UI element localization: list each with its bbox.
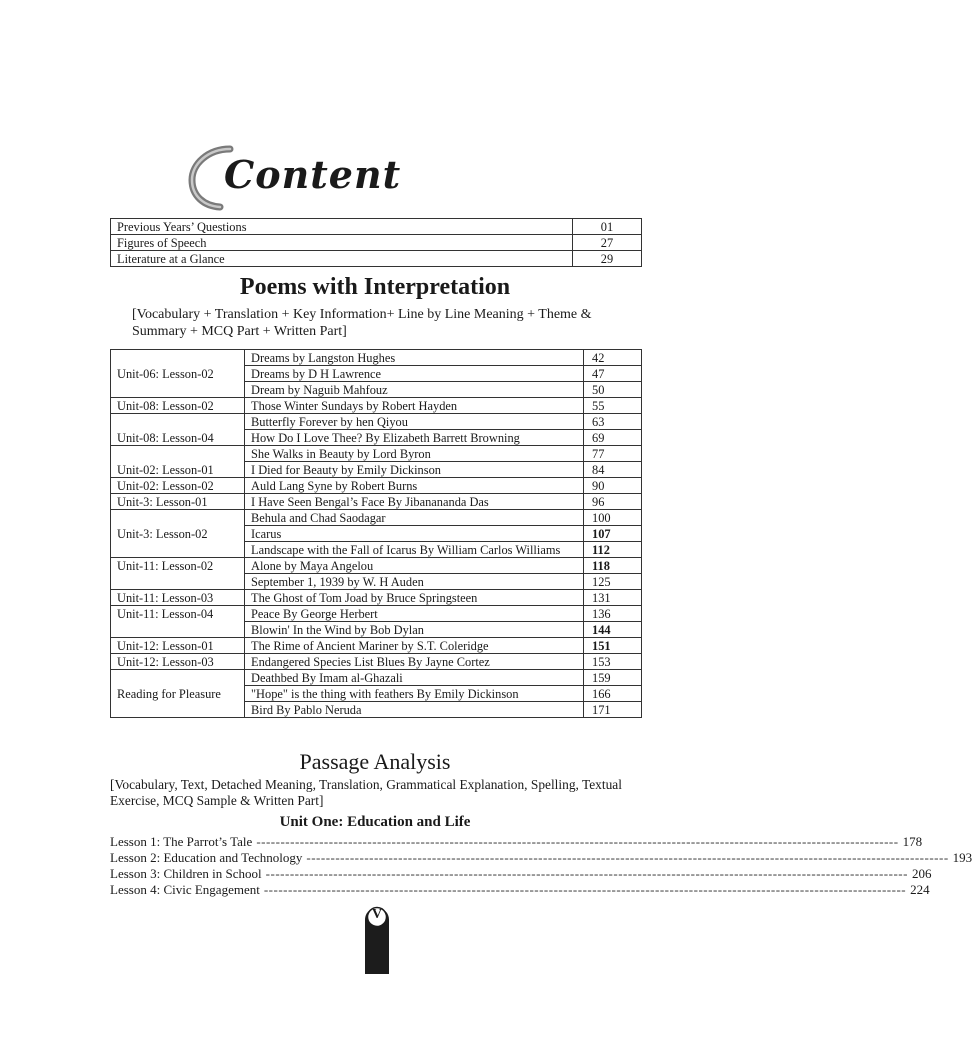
content-heading bbox=[186, 146, 406, 210]
poem-page: 90 bbox=[584, 478, 642, 494]
table-row bbox=[111, 590, 642, 606]
unit-cell: Unit-08: Lesson-02 bbox=[111, 398, 245, 414]
table-row bbox=[111, 251, 642, 267]
poem-title: Blowin' In the Wind by Bob Dylan bbox=[245, 622, 584, 638]
table-row bbox=[111, 219, 642, 235]
unit-cell: Unit-11: Lesson-04 bbox=[111, 606, 245, 638]
lesson-page: 178 bbox=[902, 834, 923, 849]
poem-title: I Died for Beauty by Emily Dickinson bbox=[245, 462, 584, 478]
poem-title: Butterfly Forever by hen Qiyou bbox=[245, 414, 584, 430]
table-row bbox=[111, 654, 642, 670]
lesson-page: 206 bbox=[911, 866, 932, 881]
table-row bbox=[111, 398, 642, 414]
dot-leader: ------------------------------------------------------------------------------------------------------------------------------------- bbox=[265, 866, 908, 881]
lesson-label: Lesson 4: Civic Engagement bbox=[110, 882, 260, 897]
poem-title: Those Winter Sundays by Robert Hayden bbox=[245, 398, 584, 414]
unit-cell: Unit-02: Lesson-02 bbox=[111, 478, 245, 494]
poem-page: 96 bbox=[584, 494, 642, 510]
poem-page: 63 bbox=[584, 414, 642, 430]
table-row bbox=[111, 606, 642, 622]
poem-title: How Do I Love Thee? By Elizabeth Barrett Browning bbox=[245, 430, 584, 446]
poem-title: September 1, 1939 by W. H Auden bbox=[245, 574, 584, 590]
table-row bbox=[111, 510, 642, 526]
prelim-table bbox=[110, 218, 642, 267]
dot-leader: ------------------------------------------------------------------------------------------------------------------------------------- bbox=[306, 850, 949, 865]
poem-page: 144 bbox=[584, 622, 642, 638]
poem-title: "Hope" is the thing with feathers By Emily Dickinson bbox=[245, 686, 584, 702]
table-row bbox=[111, 558, 642, 574]
poem-title: Deathbed By Imam al-Ghazali bbox=[245, 670, 584, 686]
poem-title: Dream by Naguib Mahfouz bbox=[245, 382, 584, 398]
poem-page: 77 bbox=[584, 446, 642, 462]
passage-section-description: [Vocabulary, Text, Detached Meaning, Translation, Grammatical Explanation, Spelling, Textual Exercise, MCQ Sample & Written Part] bbox=[110, 777, 622, 808]
poem-page: 151 bbox=[584, 638, 642, 654]
unit-cell: Unit-08: Lesson-04 bbox=[111, 414, 245, 446]
poem-page: 125 bbox=[584, 574, 642, 590]
lesson-label: Lesson 1: The Parrot’s Tale bbox=[110, 834, 253, 849]
poem-page: 118 bbox=[584, 558, 642, 574]
prelim-title: Figures of Speech bbox=[111, 235, 573, 251]
table-row bbox=[111, 638, 642, 654]
table-row bbox=[111, 478, 642, 494]
table-row bbox=[111, 235, 642, 251]
poem-page: 153 bbox=[584, 654, 642, 670]
poem-page: 166 bbox=[584, 686, 642, 702]
poem-title: Dreams by Langston Hughes bbox=[245, 350, 584, 366]
prelim-page: 01 bbox=[573, 219, 642, 235]
poem-title: Bird By Pablo Neruda bbox=[245, 702, 584, 718]
unit-cell: Reading for Pleasure bbox=[111, 670, 245, 718]
poem-title: Behula and Chad Saodagar bbox=[245, 510, 584, 526]
poem-title: Dreams by D H Lawrence bbox=[245, 366, 584, 382]
list-item bbox=[110, 866, 932, 882]
poems-table bbox=[110, 349, 642, 718]
poem-title: She Walks in Beauty by Lord Byron bbox=[245, 446, 584, 462]
poem-title: Alone by Maya Angelou bbox=[245, 558, 584, 574]
poem-page: 84 bbox=[584, 462, 642, 478]
page-number: V bbox=[371, 907, 383, 922]
lesson-label: Lesson 3: Children in School bbox=[110, 866, 262, 881]
table-row bbox=[111, 350, 642, 366]
lesson-page: 193 bbox=[952, 850, 972, 865]
poem-page: 107 bbox=[584, 526, 642, 542]
dot-leader: ------------------------------------------------------------------------------------------------------------------------------------- bbox=[263, 882, 907, 897]
table-row bbox=[111, 494, 642, 510]
poem-page: 42 bbox=[584, 350, 642, 366]
lesson-page: 224 bbox=[910, 882, 930, 897]
unit-cell: Unit-12: Lesson-03 bbox=[111, 654, 245, 670]
prelim-title: Previous Years’ Questions bbox=[111, 219, 573, 235]
list-item bbox=[110, 834, 923, 850]
poem-title: Icarus bbox=[245, 526, 584, 542]
poem-title: Peace By George Herbert bbox=[245, 606, 584, 622]
unit-cell: Unit-06: Lesson-02 bbox=[111, 350, 245, 398]
poem-page: 50 bbox=[584, 382, 642, 398]
prelim-page: 29 bbox=[573, 251, 642, 267]
lesson-list bbox=[110, 834, 972, 898]
poem-page: 69 bbox=[584, 430, 642, 446]
poem-title: Landscape with the Fall of Icarus By William Carlos Williams bbox=[245, 542, 584, 558]
unit-cell: Unit-11: Lesson-02 bbox=[111, 558, 245, 590]
unit-cell: Unit-3: Lesson-02 bbox=[111, 510, 245, 558]
page-title: Content bbox=[224, 152, 402, 197]
unit-one-title: Unit One: Education and Life bbox=[279, 814, 471, 830]
poem-page: 171 bbox=[584, 702, 642, 718]
poem-title: The Ghost of Tom Joad by Bruce Springsteen bbox=[245, 590, 584, 606]
lesson-label: Lesson 2: Education and Technology bbox=[110, 850, 303, 865]
prelim-page: 27 bbox=[573, 235, 642, 251]
unit-cell: Unit-11: Lesson-03 bbox=[111, 590, 245, 606]
poem-page: 55 bbox=[584, 398, 642, 414]
table-row bbox=[111, 446, 642, 462]
poem-page: 100 bbox=[584, 510, 642, 526]
table-row bbox=[111, 414, 642, 430]
list-item bbox=[110, 882, 930, 898]
poem-page: 131 bbox=[584, 590, 642, 606]
poem-page: 112 bbox=[584, 542, 642, 558]
poem-title: Auld Lang Syne by Robert Burns bbox=[245, 478, 584, 494]
list-item bbox=[110, 850, 972, 866]
passage-section-title: Passage Analysis bbox=[299, 749, 451, 774]
unit-cell: Unit-02: Lesson-01 bbox=[111, 446, 245, 478]
poem-page: 136 bbox=[584, 606, 642, 622]
prelim-title: Literature at a Glance bbox=[111, 251, 573, 267]
unit-cell: Unit-3: Lesson-01 bbox=[111, 494, 245, 510]
unit-cell: Unit-12: Lesson-01 bbox=[111, 638, 245, 654]
poem-title: I Have Seen Bengal’s Face By Jibanananda Das bbox=[245, 494, 584, 510]
page-number-badge bbox=[362, 906, 392, 976]
poem-title: Endangered Species List Blues By Jayne Cortez bbox=[245, 654, 584, 670]
table-row bbox=[111, 670, 642, 686]
poem-page: 159 bbox=[584, 670, 642, 686]
poems-section-title: Poems with Interpretation bbox=[239, 274, 511, 300]
poem-page: 47 bbox=[584, 366, 642, 382]
poems-section-description: [Vocabulary + Translation + Key Information+ Line by Line Meaning + Theme & Summary + MCQ Part + Written Part] bbox=[132, 307, 592, 339]
poem-title: The Rime of Ancient Mariner by S.T. Coleridge bbox=[245, 638, 584, 654]
dot-leader: ------------------------------------------------------------------------------------------------------------------------------------- bbox=[256, 834, 899, 849]
